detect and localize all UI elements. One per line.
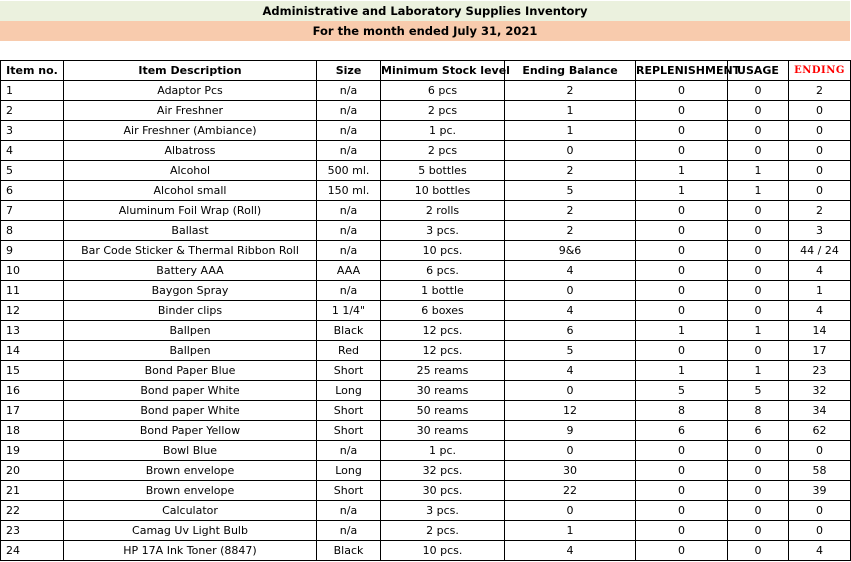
usage-cell[interactable]: 1 [728,361,789,381]
replenishment-cell[interactable]: 0 [636,281,728,301]
size-cell[interactable]: Black [317,321,381,341]
usage-cell[interactable]: 0 [728,301,789,321]
ending-cell[interactable]: 2 [789,81,851,101]
min-stock-cell[interactable]: 2 pcs [381,101,505,121]
table-row [1,421,851,441]
size-cell[interactable]: n/a [317,101,381,121]
item-no-cell[interactable]: 7 [1,201,64,221]
ending-cell[interactable]: 23 [789,361,851,381]
usage-cell[interactable]: 0 [728,241,789,261]
item-no-cell[interactable]: 20 [1,461,64,481]
ending-cell[interactable]: 0 [789,441,851,461]
table-row [1,181,851,201]
size-cell[interactable]: Red [317,341,381,361]
usage-cell[interactable]: 0 [728,341,789,361]
ending-cell[interactable]: 39 [789,481,851,501]
ending-balance-cell[interactable]: 5 [505,181,636,201]
replenishment-cell[interactable]: 0 [636,461,728,481]
ending-balance-cell[interactable]: 0 [505,501,636,521]
min-stock-cell[interactable]: 50 reams [381,401,505,421]
col-size[interactable]: Size [317,61,381,81]
usage-cell[interactable]: 0 [728,201,789,221]
size-cell[interactable]: 500 ml. [317,161,381,181]
ending-cell[interactable]: 2 [789,201,851,221]
usage-cell[interactable]: 0 [728,461,789,481]
size-cell[interactable]: Long [317,381,381,401]
min-stock-cell[interactable]: 10 pcs. [381,241,505,261]
item-description-cell[interactable]: Bowl Blue [64,441,317,461]
min-stock-cell[interactable]: 10 pcs. [381,541,505,561]
table-row [1,481,851,501]
item-description-cell[interactable]: Bond paper White [64,381,317,401]
ending-balance-cell[interactable]: 4 [505,261,636,281]
ending-balance-cell[interactable]: 1 [505,121,636,141]
item-no-cell[interactable]: 8 [1,221,64,241]
table-row [1,121,851,141]
ending-balance-cell[interactable]: 22 [505,481,636,501]
min-stock-cell[interactable]: 10 bottles [381,181,505,201]
min-stock-cell[interactable]: 1 pc. [381,121,505,141]
table-row [1,361,851,381]
ending-cell[interactable]: 4 [789,261,851,281]
ending-cell[interactable]: 14 [789,321,851,341]
table-row [1,521,851,541]
size-cell[interactable]: Short [317,481,381,501]
ending-balance-cell[interactable]: 5 [505,341,636,361]
usage-cell[interactable]: 1 [728,321,789,341]
replenishment-cell[interactable]: 0 [636,501,728,521]
ending-cell[interactable]: 3 [789,221,851,241]
table-row [1,141,851,161]
col-usage[interactable]: USAGE [728,61,789,81]
min-stock-cell[interactable]: 32 pcs. [381,461,505,481]
ending-cell[interactable]: 17 [789,341,851,361]
item-description-cell[interactable]: Ballpen [64,321,317,341]
ending-balance-cell[interactable]: 0 [505,281,636,301]
ending-cell[interactable]: 0 [789,181,851,201]
usage-cell[interactable]: 0 [728,441,789,461]
ending-balance-cell[interactable]: 0 [505,141,636,161]
table-row [1,381,851,401]
item-no-cell[interactable]: 18 [1,421,64,441]
item-description-cell[interactable]: Adaptor Pcs [64,81,317,101]
sheet-title: Administrative and Laboratory Supplies Inventory [0,1,850,21]
ending-balance-cell[interactable]: 2 [505,201,636,221]
ending-cell[interactable]: 1 [789,281,851,301]
min-stock-cell[interactable]: 3 pcs. [381,221,505,241]
min-stock-cell[interactable]: 2 rolls [381,201,505,221]
inventory-table [0,60,851,561]
item-no-cell[interactable]: 22 [1,501,64,521]
table-row [1,301,851,321]
min-stock-cell[interactable]: 5 bottles [381,161,505,181]
ending-cell[interactable]: 62 [789,421,851,441]
ending-balance-cell[interactable]: 0 [505,381,636,401]
replenishment-cell[interactable]: 0 [636,541,728,561]
item-description-cell[interactable]: Bond Paper Yellow [64,421,317,441]
item-no-cell[interactable]: 2 [1,101,64,121]
min-stock-cell[interactable]: 30 reams [381,421,505,441]
usage-cell[interactable]: 0 [728,121,789,141]
min-stock-cell[interactable]: 6 boxes [381,301,505,321]
item-no-cell[interactable]: 11 [1,281,64,301]
min-stock-cell[interactable]: 1 pc. [381,441,505,461]
size-cell[interactable]: Short [317,421,381,441]
size-cell[interactable]: n/a [317,241,381,261]
ending-balance-cell[interactable]: 1 [505,101,636,121]
usage-cell[interactable]: 1 [728,161,789,181]
ending-balance-cell[interactable]: 4 [505,301,636,321]
col-item-description[interactable]: Item Description [64,61,317,81]
replenishment-cell[interactable]: 0 [636,81,728,101]
item-description-cell[interactable]: Binder clips [64,301,317,321]
table-row [1,261,851,281]
min-stock-cell[interactable]: 1 bottle [381,281,505,301]
ending-balance-cell[interactable]: 0 [505,441,636,461]
replenishment-cell[interactable]: 1 [636,161,728,181]
ending-cell[interactable]: 0 [789,101,851,121]
replenishment-cell[interactable]: 5 [636,381,728,401]
ending-cell[interactable]: 0 [789,121,851,141]
ending-balance-cell[interactable]: 4 [505,541,636,561]
ending-cell[interactable]: 34 [789,401,851,421]
ending-balance-cell[interactable]: 9&6 [505,241,636,261]
table-row [1,81,851,101]
ending-cell[interactable]: 0 [789,521,851,541]
ending-cell[interactable]: 0 [789,141,851,161]
table-row [1,161,851,181]
usage-cell[interactable]: 1 [728,181,789,201]
table-row [1,501,851,521]
item-description-cell[interactable]: Alcohol small [64,181,317,201]
item-description-cell[interactable]: Bond Paper Blue [64,361,317,381]
item-no-cell[interactable]: 17 [1,401,64,421]
size-cell[interactable]: n/a [317,521,381,541]
ending-balance-cell[interactable]: 12 [505,401,636,421]
min-stock-cell[interactable]: 2 pcs. [381,521,505,541]
item-no-cell[interactable]: 5 [1,161,64,181]
replenishment-cell[interactable]: 0 [636,141,728,161]
item-description-cell[interactable]: Air Freshner (Ambiance) [64,121,317,141]
col-item-no[interactable]: Item no. [1,61,64,81]
ending-balance-cell[interactable]: 2 [505,81,636,101]
item-description-cell[interactable]: Calculator [64,501,317,521]
replenishment-cell[interactable]: 0 [636,441,728,461]
table-row [1,541,851,561]
ending-cell[interactable]: 32 [789,381,851,401]
item-no-cell[interactable]: 23 [1,521,64,541]
replenishment-cell[interactable]: 0 [636,101,728,121]
col-ending-balance[interactable]: Ending Balance [505,61,636,81]
item-no-cell[interactable]: 10 [1,261,64,281]
replenishment-cell[interactable]: 0 [636,201,728,221]
size-cell[interactable]: n/a [317,141,381,161]
ending-cell[interactable]: 4 [789,301,851,321]
item-no-cell[interactable]: 15 [1,361,64,381]
col-replenishment[interactable]: REPLENISHMENT [636,61,728,81]
item-no-cell[interactable]: 21 [1,481,64,501]
item-description-cell[interactable]: Brown envelope [64,461,317,481]
size-cell[interactable]: Long [317,461,381,481]
usage-cell[interactable]: 0 [728,521,789,541]
size-cell[interactable]: AAA [317,261,381,281]
item-no-cell[interactable]: 12 [1,301,64,321]
item-no-cell[interactable]: 6 [1,181,64,201]
min-stock-cell[interactable]: 3 pcs. [381,501,505,521]
size-cell[interactable]: 1 1/4" [317,301,381,321]
min-stock-cell[interactable]: 30 reams [381,381,505,401]
replenishment-cell[interactable]: 0 [636,261,728,281]
ending-cell[interactable]: 4 [789,541,851,561]
size-cell[interactable]: n/a [317,201,381,221]
ending-balance-cell[interactable]: 9 [505,421,636,441]
min-stock-cell[interactable]: 6 pcs [381,81,505,101]
item-description-cell[interactable]: Albatross [64,141,317,161]
table-row [1,401,851,421]
item-no-cell[interactable]: 4 [1,141,64,161]
table-row [1,281,851,301]
col-ending[interactable]: ENDING [789,61,851,81]
replenishment-cell[interactable]: 8 [636,401,728,421]
replenishment-cell[interactable]: 0 [636,521,728,541]
item-description-cell[interactable]: Alcohol [64,161,317,181]
item-no-cell[interactable]: 13 [1,321,64,341]
usage-cell[interactable]: 5 [728,381,789,401]
table-row [1,241,851,261]
ending-balance-cell[interactable]: 30 [505,461,636,481]
item-description-cell[interactable]: Battery AAA [64,261,317,281]
size-cell[interactable]: n/a [317,281,381,301]
size-cell[interactable]: 150 ml. [317,181,381,201]
table-row [1,341,851,361]
replenishment-cell[interactable]: 1 [636,321,728,341]
ending-cell[interactable]: 0 [789,161,851,181]
usage-cell[interactable]: 0 [728,541,789,561]
sheet-subtitle: For the month ended July 31, 2021 [0,21,850,41]
item-no-cell[interactable]: 16 [1,381,64,401]
table-row [1,221,851,241]
usage-cell[interactable]: 0 [728,501,789,521]
ending-cell[interactable]: 44 / 24 [789,241,851,261]
item-description-cell[interactable]: Bar Code Sticker & Thermal Ribbon Roll [64,241,317,261]
min-stock-cell[interactable]: 30 pcs. [381,481,505,501]
item-no-cell[interactable]: 14 [1,341,64,361]
size-cell[interactable]: n/a [317,441,381,461]
usage-cell[interactable]: 0 [728,81,789,101]
item-no-cell[interactable]: 9 [1,241,64,261]
item-description-cell[interactable]: Brown envelope [64,481,317,501]
item-no-cell[interactable]: 24 [1,541,64,561]
ending-balance-cell[interactable]: 1 [505,521,636,541]
size-cell[interactable]: n/a [317,221,381,241]
usage-cell[interactable]: 0 [728,261,789,281]
replenishment-cell[interactable]: 1 [636,361,728,381]
item-description-cell[interactable]: Air Freshner [64,101,317,121]
usage-cell[interactable]: 0 [728,141,789,161]
replenishment-cell[interactable]: 1 [636,181,728,201]
item-description-cell[interactable]: Aluminum Foil Wrap (Roll) [64,201,317,221]
item-description-cell[interactable]: Ballpen [64,341,317,361]
table-row [1,461,851,481]
ending-balance-cell[interactable]: 2 [505,161,636,181]
item-description-cell[interactable]: Baygon Spray [64,281,317,301]
min-stock-cell[interactable]: 2 pcs [381,141,505,161]
min-stock-cell[interactable]: 25 reams [381,361,505,381]
replenishment-cell[interactable]: 0 [636,341,728,361]
size-cell[interactable]: n/a [317,81,381,101]
header-row [1,61,851,81]
col-minimum-stock[interactable]: Minimum Stock level [381,61,505,81]
usage-cell[interactable]: 0 [728,101,789,121]
table-row [1,101,851,121]
item-no-cell[interactable]: 3 [1,121,64,141]
table-row [1,321,851,341]
usage-cell[interactable]: 6 [728,421,789,441]
min-stock-cell[interactable]: 12 pcs. [381,321,505,341]
ending-balance-cell[interactable]: 4 [505,361,636,381]
item-description-cell[interactable]: Ballast [64,221,317,241]
min-stock-cell[interactable]: 12 pcs. [381,341,505,361]
replenishment-cell[interactable]: 0 [636,221,728,241]
size-cell[interactable]: Short [317,401,381,421]
table-row [1,201,851,221]
replenishment-cell[interactable]: 0 [636,241,728,261]
usage-cell[interactable]: 8 [728,401,789,421]
item-no-cell[interactable]: 19 [1,441,64,461]
size-cell[interactable]: Short [317,361,381,381]
min-stock-cell[interactable]: 6 pcs. [381,261,505,281]
item-no-cell[interactable]: 1 [1,81,64,101]
item-description-cell[interactable]: Camag Uv Light Bulb [64,521,317,541]
replenishment-cell[interactable]: 0 [636,121,728,141]
ending-cell[interactable]: 0 [789,501,851,521]
ending-balance-cell[interactable]: 6 [505,321,636,341]
usage-cell[interactable]: 0 [728,481,789,501]
size-cell[interactable]: n/a [317,121,381,141]
replenishment-cell[interactable]: 0 [636,301,728,321]
usage-cell[interactable]: 0 [728,221,789,241]
item-description-cell[interactable]: HP 17A Ink Toner (8847) [64,541,317,561]
ending-balance-cell[interactable]: 2 [505,221,636,241]
replenishment-cell[interactable]: 0 [636,481,728,501]
table-row [1,441,851,461]
replenishment-cell[interactable]: 6 [636,421,728,441]
size-cell[interactable]: Black [317,541,381,561]
item-description-cell[interactable]: Bond paper White [64,401,317,421]
ending-cell[interactable]: 58 [789,461,851,481]
size-cell[interactable]: n/a [317,501,381,521]
usage-cell[interactable]: 0 [728,281,789,301]
